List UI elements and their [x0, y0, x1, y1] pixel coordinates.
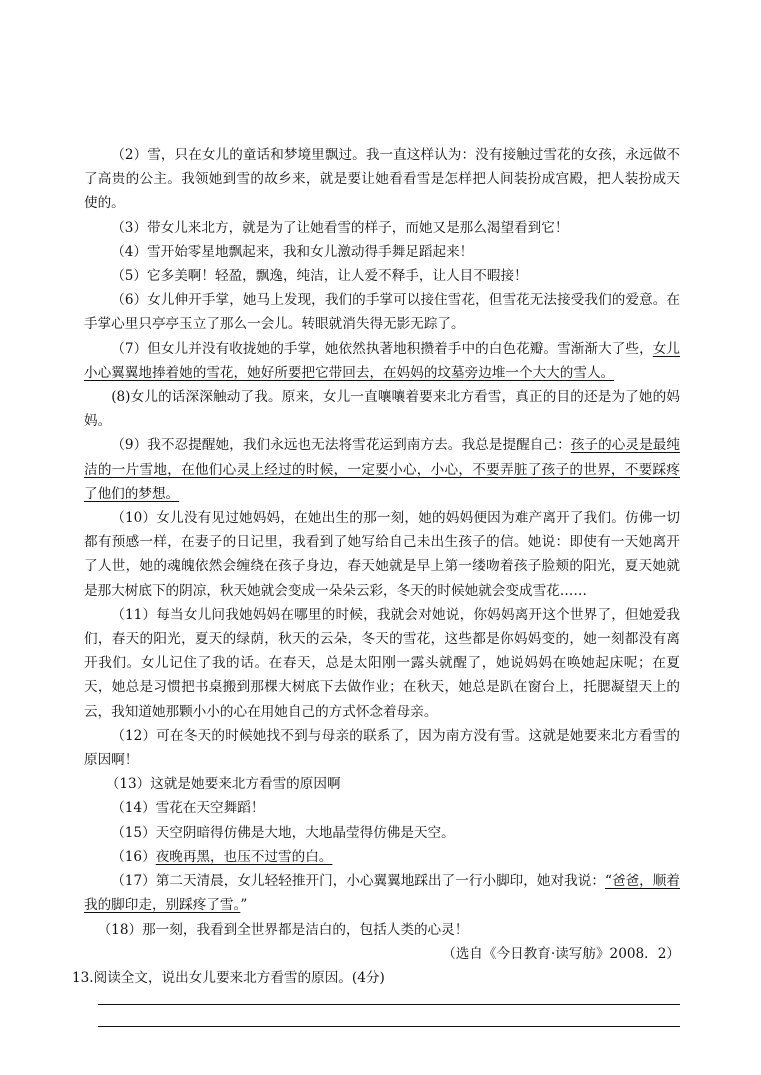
paragraph-16-underlined: 夜晚再黑，也压不过雪的白。 — [155, 848, 333, 865]
paragraph-5: （5）它多美啊！轻盈，飘逸，纯洁，让人爱不释手，让人目不暇接！ — [111, 268, 528, 285]
paragraph-12: （12）可在冬天的时候她找不到与母亲的联系了，因为南方没有雪。这就是她要来北方看雪的原因啊！ — [84, 727, 680, 769]
paragraph-4: （4）雪开始零星地飘起来，我和女儿激动得手舞足蹈起来！ — [111, 243, 474, 260]
paragraph-13: （13）这就是她要来北方看雪的原因啊 — [105, 776, 341, 793]
paragraph-10: （10）女儿没有见过她妈妈，在她出生的那一刻，她的妈妈便因为难产离开了我们。仿佛一切都有预感一样，在妻子的日记里，我看到了她写给自己未出生孩子的信。她说：即使有一天她离开了人世，她的魂魄依然会缠绕在孩子身边，春天她就是早上第一缕吻着孩子脸颊的阳光，夏天她就是那大树底下的阴凉，秋天她就会变成一朵朵云彩，冬天的时候她就会变成雪花…… — [84, 510, 680, 599]
paragraph-16 — [84, 845, 680, 869]
source-citation: （选自《今日教育·读写舫》2008．2） — [442, 945, 680, 962]
paragraph-17-text: （17）第二天清晨，女儿轻轻推开门，小心翼翼地踩出了一行小脚印，她对我说： — [111, 873, 605, 890]
paragraph-9 — [84, 433, 680, 506]
paragraph-11: （11）每当女儿问我她妈妈在哪里的时候，我就会对她说，你妈妈离开这个世界了，但她爱我们，春天的阳光，夏天的绿荫，秋天的云朵，冬天的雪花，这些都是你妈妈变的，她一刻都没有离开我们。女儿记住了我的话。在春天，总是太阳刚一露头就醒了，她说妈妈在唤她起床呢；在夏天，她总是习惯把书桌搬到那棵大树底下去做作业；在秋天，她总是趴在窗台上，托腮凝望天上的云，我知道她那颗小小的心在用她自己的方式怀念着母亲。 — [84, 606, 680, 720]
answer-line-1[interactable] — [98, 1004, 680, 1005]
paragraph-2: （2）雪，只在女儿的童话和梦境里飘过。我一直这样认为：没有接触过雪花的女孩，永远做不了高贵的公主。我领她到雪的故乡来，就是要让她看看雪是怎样把人间装扮成宫殿，把人装扮成天使的。 — [84, 147, 680, 212]
paragraph-17-underlined: “爸爸，顺着我的脚印走，别踩疼了雪。 — [84, 873, 681, 914]
paragraph-7-text: （7）但女儿并没有收拢她的手掌，她依然执著地积攒着手中的白色花瓣。雪渐渐大了些， — [111, 340, 653, 357]
paragraph-8: (8)女儿的话深深触动了我。原来，女儿一直嚷嚷着要来北方看雪，真正的目的还是为了她的妈妈。 — [84, 389, 680, 430]
answer-area — [84, 1004, 680, 1027]
paragraph-7-underlined: 女儿小心翼翼地捧着她的雪花，她好所要把它带回去，在妈妈的坟墓旁边堆一个大大的雪人。 — [84, 340, 680, 381]
paragraph-6: （6）女儿伸开手掌，她马上发现，我们的手掌可以接住雪花，但雪花无法接受我们的爱意。在手掌心里只亭亭玉立了那么一会儿。转眼就消失得无影无踪了。 — [84, 292, 680, 333]
answer-line-2[interactable] — [98, 1026, 680, 1027]
paragraph-17 — [84, 869, 680, 917]
paragraph-9-text: （9）我不忍提醒她，我们永远也无法将雪花运到南方去。我总是提醒自己： — [111, 437, 571, 454]
paragraph-16-text: （16） — [111, 848, 156, 865]
paragraph-7 — [84, 337, 680, 385]
document-page — [72, 143, 681, 1027]
paragraph-17-closing-quote: ” — [240, 897, 248, 914]
paragraph-15: （15）天空阴暗得仿佛是大地，大地晶莹得仿佛是天空。 — [111, 824, 455, 841]
paragraph-3: （3）带女儿来北方，就是为了让她看雪的样子，而她又是那么渴望看到它！ — [111, 219, 569, 236]
paragraph-18: （18）那一刻，我看到全世界都是洁白的，包括人类的心灵！ — [97, 921, 469, 938]
paragraph-14: （14）雪花在天空舞蹈！ — [111, 800, 265, 817]
paragraph-9-underlined: 孩子的心灵是最纯洁的一片雪地，在他们心灵上经过的时候，一定要小心，小心，不要弄脏了孩子的世界，不要踩疼了他们的梦想。 — [84, 437, 680, 502]
question-13: 13.阅读全文，说出女儿要来北方看雪的原因。(4分) — [72, 969, 385, 986]
